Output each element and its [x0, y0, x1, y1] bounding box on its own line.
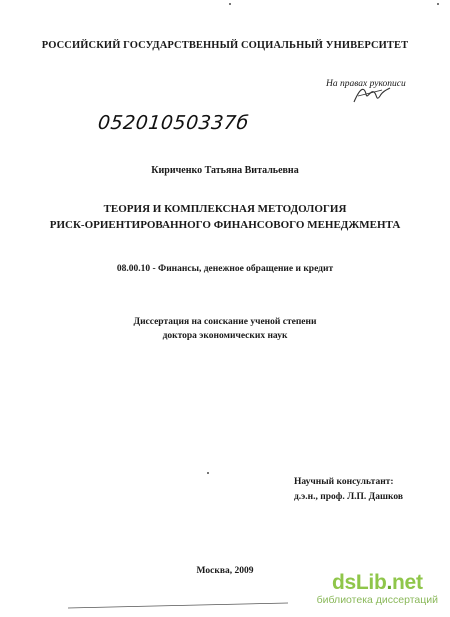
dslib-watermark — [317, 572, 438, 607]
degree-line-1: Диссертация на соискание ученой степени — [133, 317, 317, 327]
degree-line-2: доктора экономических наук — [162, 331, 288, 341]
scan-mark — [437, 3, 439, 5]
dissertation-title-line-1: ТЕОРИЯ И КОМПЛЕКСНАЯ МЕТОДОЛОГИЯ — [103, 203, 347, 215]
scan-mark — [207, 472, 209, 474]
scientific-advisor-label: Научный консультант: — [294, 477, 394, 487]
scan-mark — [229, 3, 231, 5]
watermark-logo: dsLib.net — [331, 571, 423, 594]
author-name: Кириченко Татьяна Витальевна — [151, 165, 299, 176]
handwritten-signature — [352, 84, 392, 108]
scan-edge-line — [68, 602, 288, 610]
watermark-subtitle: библиотека диссертаций — [316, 594, 438, 606]
handwritten-registration-code: 05201050337б — [96, 112, 250, 134]
specialty-code: 08.00.10 - Финансы, денежное обращение и кредит — [116, 264, 334, 274]
dissertation-title-line-2: РИСК-ОРИЕНТИРОВАННОГО ФИНАНСОВОГО МЕНЕДЖМЕНТА — [49, 219, 401, 231]
scientific-advisor-name: д.э.н., проф. Л.П. Дашков — [294, 492, 403, 502]
university-name: РОССИЙСКИЙ ГОСУДАРСТВЕННЫЙ СОЦИАЛЬНЫЙ УНИВЕРСИТЕТ — [41, 40, 409, 51]
manuscript-rights-note: На правах рукописи — [326, 79, 406, 89]
city-year: Москва, 2009 — [196, 566, 254, 576]
